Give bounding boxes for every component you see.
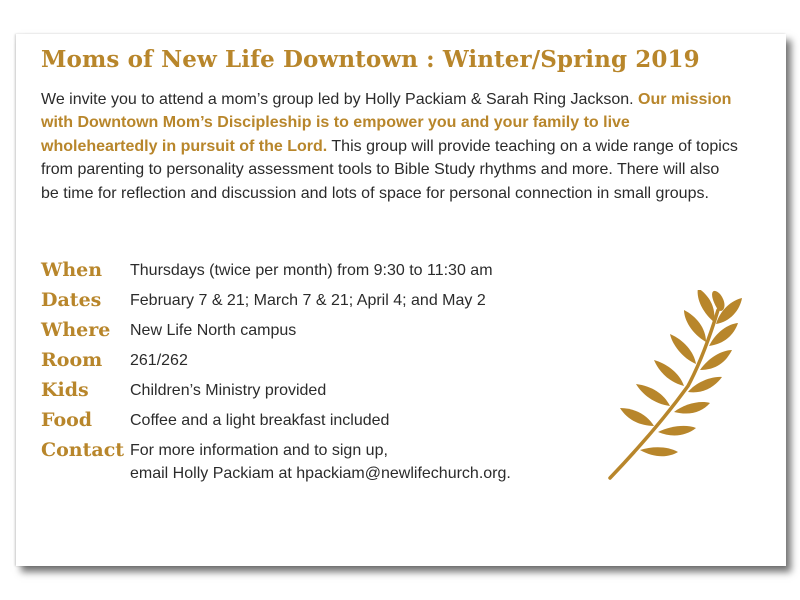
details-list xyxy=(41,255,601,493)
food-label: Food xyxy=(41,409,93,431)
when-value: Thursdays (twice per month) from 9:30 to 11:30 am xyxy=(130,262,493,279)
detail-row-dates xyxy=(41,285,601,315)
dates-label: Dates xyxy=(41,289,102,311)
room-value: 261/262 xyxy=(130,352,188,369)
intro-rest: This group will provide teaching on a wide range of topics from parenting to personality assessment tools to Bible Study rhythms and more. There will also be time for reflection and discussion and lots of space for personal connection in small groups. xyxy=(41,137,738,202)
contact-value xyxy=(130,439,511,485)
detail-row-where xyxy=(41,315,601,345)
kids-label: Kids xyxy=(41,379,89,401)
dates-value: February 7 & 21; March 7 & 21; April 4; and May 2 xyxy=(130,292,486,309)
mission-statement: Our mission with Downtown Mom’s Discipleship is to empower you and your family to live wholeheartedly in pursuit of the Lord. xyxy=(41,91,732,155)
food-value: Coffee and a light breakfast included xyxy=(130,412,390,429)
detail-row-kids xyxy=(41,375,601,405)
page-title: Moms of New Life Downtown : Winter/Spring 2019 xyxy=(41,46,700,73)
detail-row-food xyxy=(41,405,601,435)
contact-email-line: email Holly Packiam at hpackiam@newlifechurch.org. xyxy=(130,465,511,482)
intro-paragraph xyxy=(41,88,741,205)
room-label: Room xyxy=(41,349,103,371)
when-label: When xyxy=(41,259,103,281)
contact-line-1: For more information and to sign up, xyxy=(130,442,388,459)
intro-lead: We invite you to attend a mom’s group led by Holly Packiam & Sarah Ring Jackson. xyxy=(41,91,634,108)
contact-label: Contact xyxy=(41,439,125,461)
olive-branch-icon xyxy=(596,290,766,490)
detail-row-room xyxy=(41,345,601,375)
detail-row-contact xyxy=(41,435,601,493)
where-value: New Life North campus xyxy=(130,322,297,339)
kids-value: Children’s Ministry provided xyxy=(130,382,327,399)
detail-row-when xyxy=(41,255,601,285)
where-label: Where xyxy=(41,319,111,341)
